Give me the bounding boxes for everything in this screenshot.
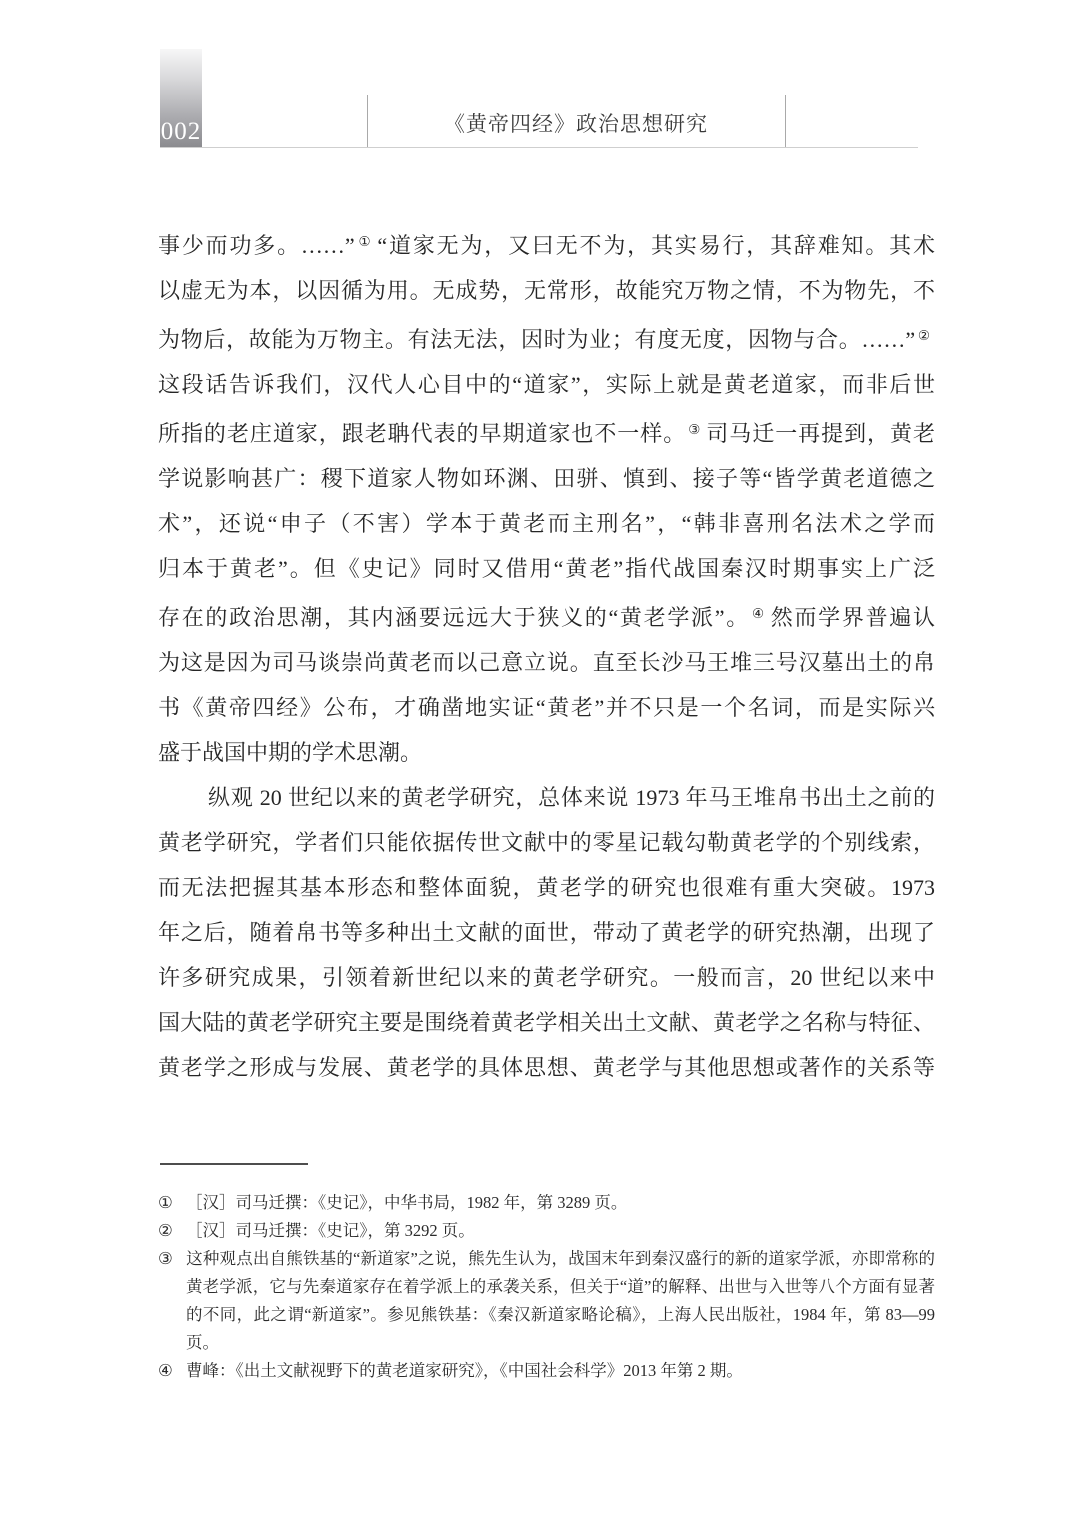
footnote-text: ［汉］司马迁撰：《史记》，第 3292 页。 — [186, 1221, 475, 1240]
footnote-text: ［汉］司马迁撰：《史记》，中华书局，1982 年，第 3289 页。 — [186, 1193, 628, 1212]
footnote-ref: ① — [356, 234, 373, 249]
text-line — [158, 865, 935, 910]
text-segment: 书《黄帝四经》公布，才确凿地实证“黄老”并不只是一个名词，而是实际兴 — [158, 695, 935, 720]
text-segment: 存在的政治思潮，其内涵要远远大于狭义的“黄老学派”。 — [158, 605, 750, 630]
header-rule — [160, 147, 918, 148]
footnote-text: 曹峰：《出土文献视野下的黄老道家研究》，《中国社会科学》2013 年第 2 期。 — [186, 1361, 743, 1380]
text-segment: 纵观 20 世纪以来的黄老学研究，总体来说 1973 年马王堆帛书出土之前的 — [208, 785, 935, 810]
footnote-marker: ② — [158, 1221, 173, 1240]
footnote-text: 这种观点出自熊铁基的“新道家”之说，熊先生认为，战国末年到秦汉盛行的新的道家学派，亦即常称的黄老学派，它与先秦道家存在着学派上的承袭关系，但关于“道”的解释、出世与入世等八个方面有显著的不同，此之谓“新道家”。参见熊铁基：《秦汉新道家略论稿》，上海人民出版社，1984 年，第 83—99 页。 — [186, 1249, 935, 1352]
footnote-ref: ② — [917, 328, 930, 343]
text-line — [158, 820, 935, 865]
footnote-item — [158, 1357, 935, 1385]
text-segment: 许多研究成果，引领着新世纪以来的黄老学研究。一般而言，20 世纪以来中 — [158, 965, 935, 990]
text-segment: “道家无为，又曰无不为，其实易行，其辞难知。其术 — [377, 233, 935, 258]
footnotes — [158, 1189, 935, 1385]
text-segment: 国大陆的黄老学研究主要是围绕着黄老学相关出土文献、黄老学之名称与特征、 — [158, 1010, 935, 1035]
text-line — [158, 546, 935, 591]
footnote-separator — [160, 1163, 308, 1165]
text-segment: 术”，还说“申子（不害）学本于黄老而主刑名”，“韩非喜刑名法术之学而 — [158, 511, 935, 536]
footnote-marker: ① — [158, 1193, 173, 1212]
text-line — [158, 591, 935, 640]
page-number: 002 — [160, 118, 202, 145]
footnote-marker: ④ — [158, 1361, 173, 1380]
text-segment: 为这是因为司马谈崇尚黄老而以己意立说。直至长沙马王堆三号汉墓出土的帛 — [158, 650, 935, 675]
running-title: 《黄帝四经》政治思想研究 — [444, 112, 708, 136]
text-segment: 司马迁一再提到，黄老 — [706, 421, 935, 446]
text-line — [158, 955, 935, 1000]
text-line — [158, 1045, 935, 1090]
text-segment: 然而学界普遍认 — [770, 605, 935, 630]
text-line — [158, 362, 935, 407]
text-line — [158, 456, 935, 501]
text-segment: 黄老学研究，学者们只能依据传世文献中的零星记载勾勒黄老学的个别线索， — [158, 830, 935, 855]
text-segment: 而无法把握其基本形态和整体面貌，黄老学的研究也很难有重大突破。1973 — [158, 875, 935, 900]
text-segment: 盛于战国中期的学术思潮。 — [158, 740, 423, 765]
text-line — [158, 268, 935, 313]
text-segment: 归本于黄老”。但《史记》同时又借用“黄老”指代战国秦汉时期事实上广泛 — [158, 556, 935, 581]
footnote-ref: ④ — [751, 606, 766, 621]
text-segment: 年之后，随着帛书等多种出土文献的面世，带动了黄老学的研究热潮，出现了 — [158, 920, 935, 945]
footnote-item — [158, 1245, 935, 1357]
text-line — [158, 910, 935, 955]
text-segment: 黄老学之形成与发展、黄老学的具体思想、黄老学与其他思想或著作的关系等 — [158, 1055, 935, 1080]
footnote-marker: ③ — [158, 1249, 173, 1268]
footnote-ref: ③ — [688, 422, 702, 437]
text-line — [158, 219, 935, 268]
text-line — [158, 407, 935, 456]
footnote-item — [158, 1217, 935, 1245]
text-line — [158, 1000, 935, 1045]
text-segment: 以虚无为本，以因循为用。无成势，无常形，故能究万物之情，不为物先，不 — [158, 278, 935, 303]
text-line — [158, 313, 935, 362]
text-segment: 所指的老庄道家，跟老聃代表的早期道家也不一样。 — [158, 421, 687, 446]
text-line — [158, 640, 935, 685]
text-segment: 学说影响甚广：稷下道家人物如环渊、田骈、慎到、接子等“皆学黄老道德之 — [158, 466, 935, 491]
text-line — [158, 775, 935, 820]
text-line — [158, 730, 935, 775]
text-line — [158, 501, 935, 546]
text-segment: 为物后，故能为万物主。有法无法，因时为业；有度无度，因物与合。……” — [158, 327, 916, 352]
text-segment: 事少而功多。……” — [158, 233, 355, 258]
text-segment: 这段话告诉我们，汉代人心目中的“道家”，实际上就是黄老道家，而非后世 — [158, 372, 935, 397]
header-tick-right — [785, 95, 786, 147]
body-text — [158, 219, 935, 1090]
page-number-bar — [160, 49, 202, 148]
text-line — [158, 685, 935, 730]
footnote-item — [158, 1189, 935, 1217]
